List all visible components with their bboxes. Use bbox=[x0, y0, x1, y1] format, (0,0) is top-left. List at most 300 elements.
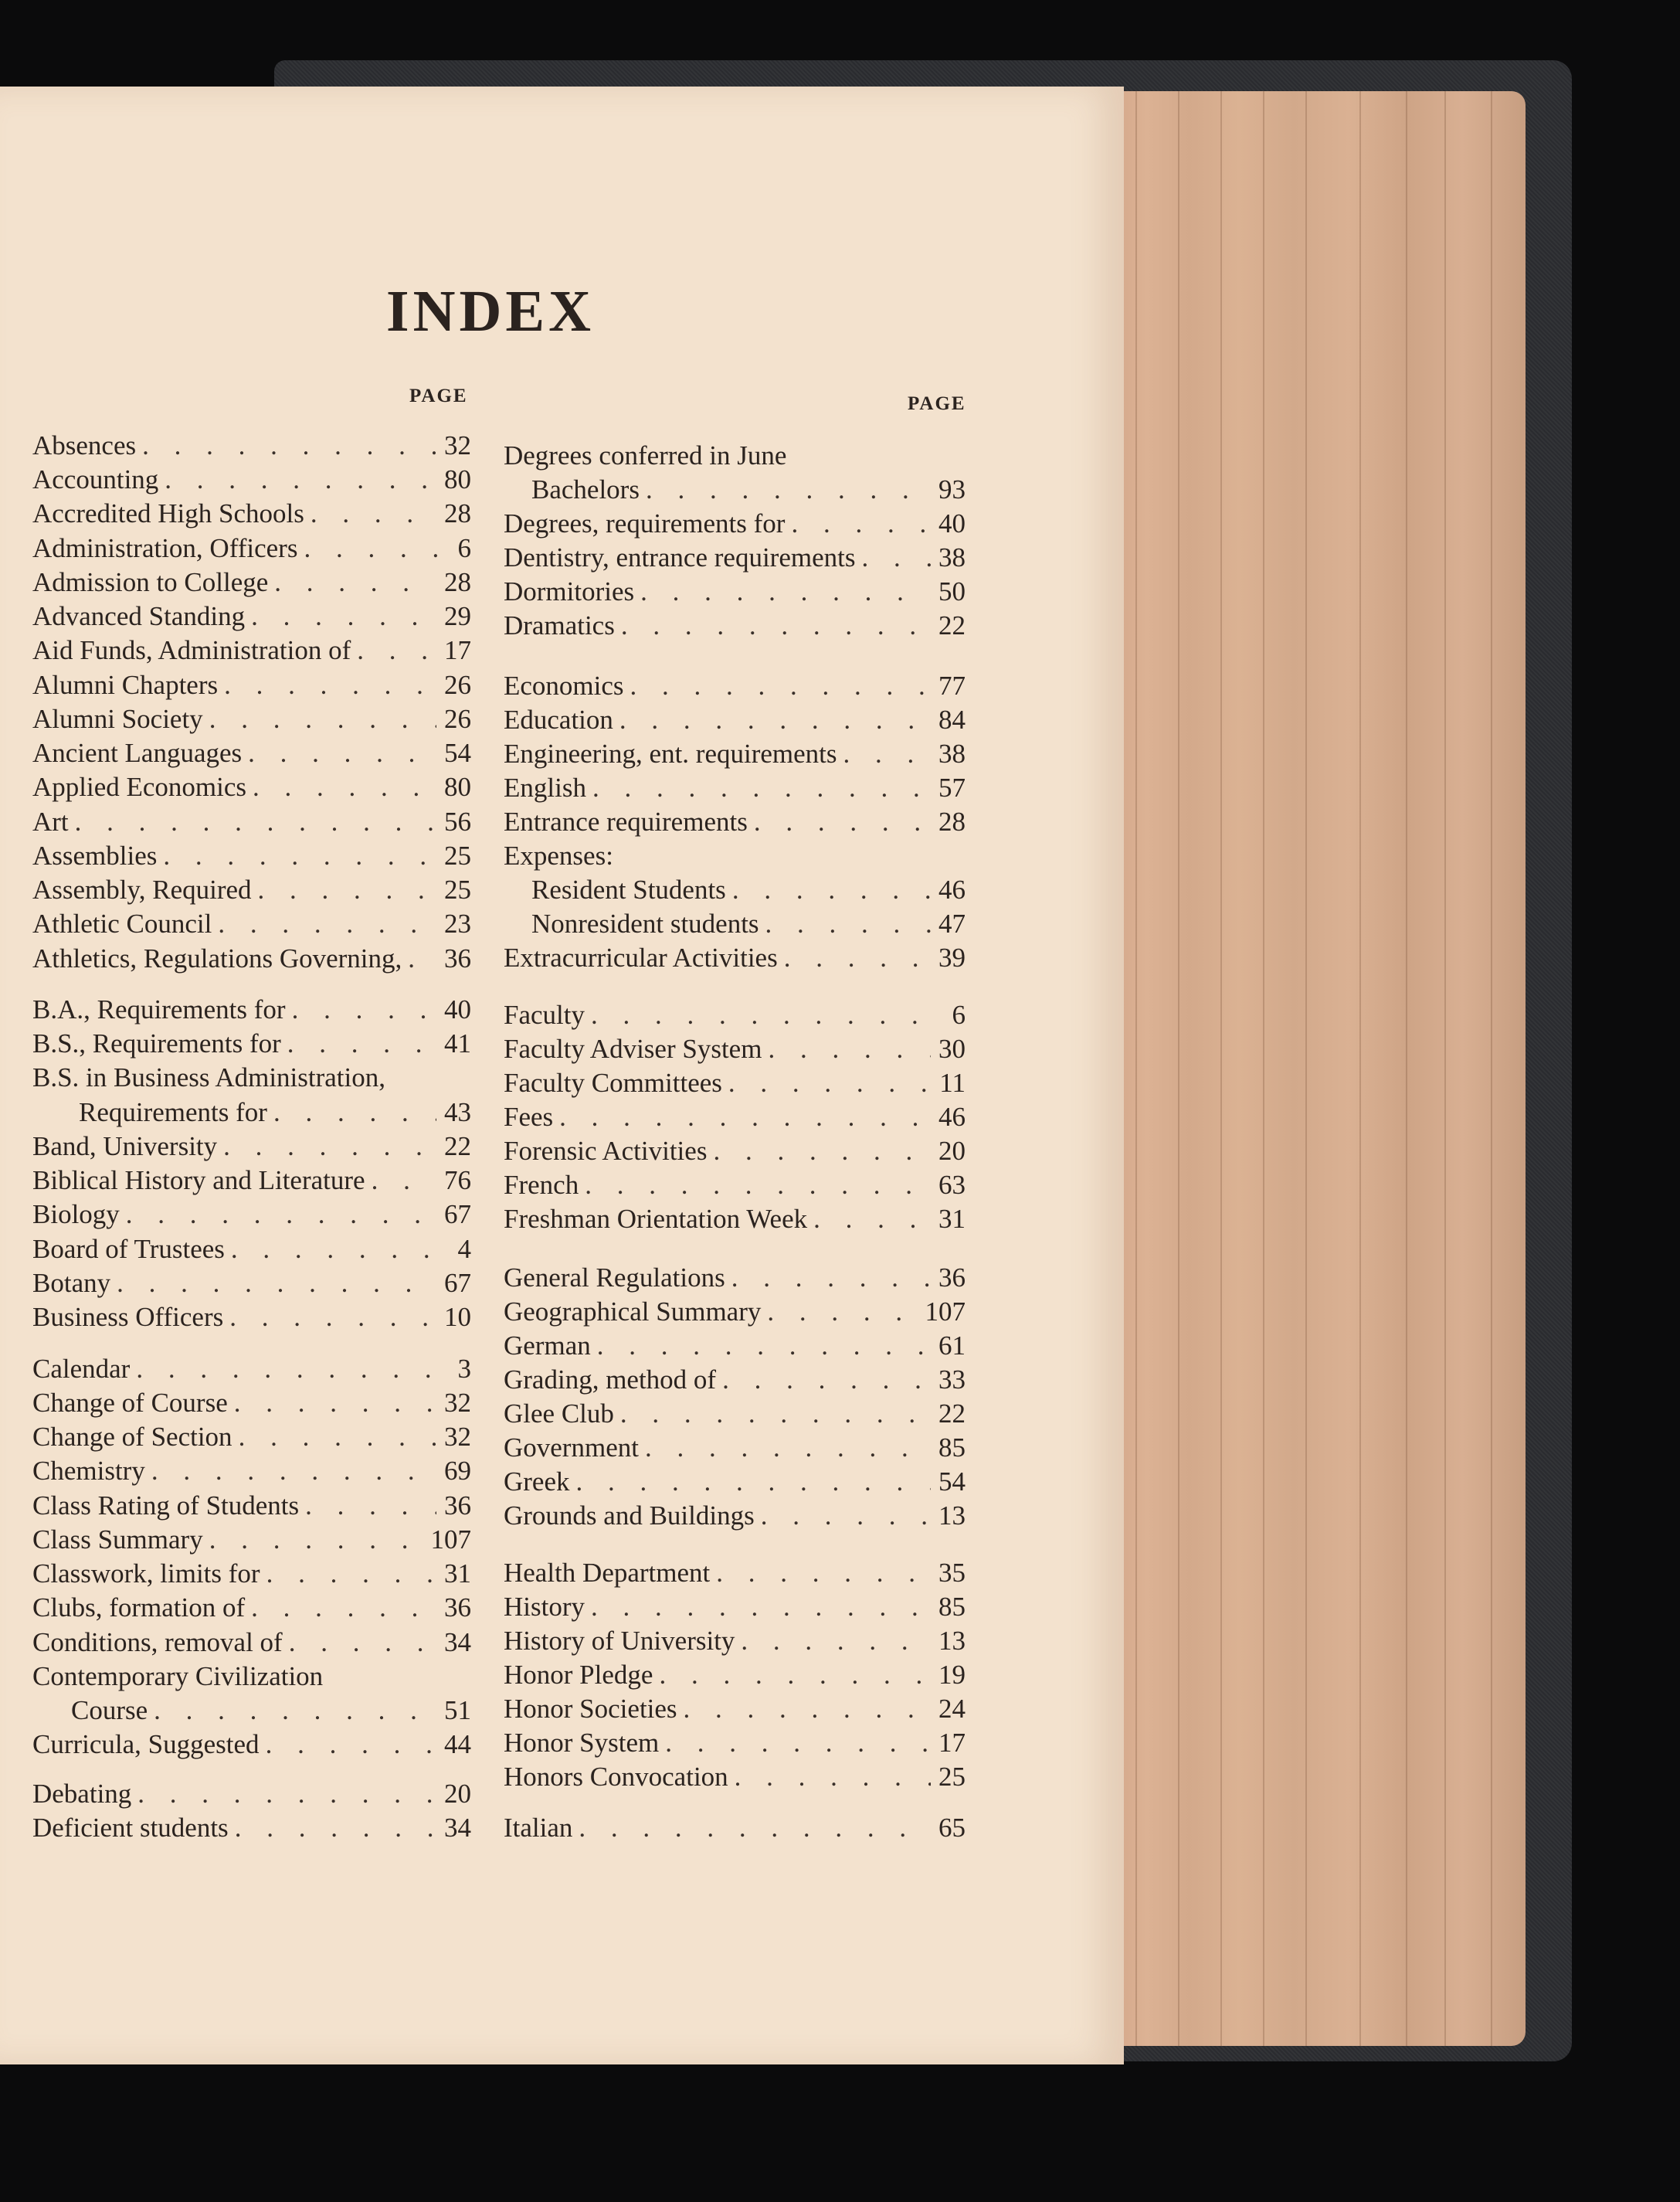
left-index-entry bbox=[32, 943, 471, 977]
dot-leader bbox=[639, 1432, 931, 1463]
left-index-entry bbox=[32, 1268, 471, 1302]
page-number: 31 bbox=[444, 1558, 471, 1589]
left-index-entry bbox=[32, 1062, 471, 1096]
left-index-entry bbox=[32, 704, 471, 738]
right-index-entry bbox=[504, 1102, 966, 1136]
dot-leader bbox=[586, 773, 931, 804]
left-index-entry bbox=[32, 464, 471, 498]
right-index-entry bbox=[504, 1000, 966, 1034]
index-term: Class Rating of Students bbox=[32, 1490, 300, 1521]
right-index-entry bbox=[504, 943, 966, 977]
dot-leader bbox=[217, 1131, 436, 1162]
left-index-entry bbox=[32, 772, 471, 806]
right-index-entry bbox=[504, 1626, 966, 1660]
dot-leader bbox=[260, 1558, 436, 1589]
dot-leader bbox=[759, 909, 931, 940]
page-number: 46 bbox=[938, 1102, 966, 1132]
dot-leader bbox=[225, 1234, 450, 1265]
right-index-entry bbox=[504, 1432, 966, 1466]
dot-leader bbox=[570, 1466, 931, 1497]
dot-leader bbox=[232, 1422, 436, 1453]
index-term: Change of Section bbox=[32, 1422, 232, 1452]
dot-leader bbox=[203, 704, 436, 735]
dot-leader bbox=[242, 738, 436, 769]
index-term: Greek bbox=[504, 1466, 570, 1497]
page-number: 26 bbox=[444, 704, 471, 734]
dot-leader bbox=[553, 1102, 931, 1133]
right-index-entry bbox=[504, 1204, 966, 1238]
index-term: Dentistry, entrance requirements bbox=[504, 542, 856, 573]
dot-leader bbox=[634, 576, 931, 607]
dot-leader bbox=[203, 1524, 423, 1555]
left-index-entry bbox=[32, 1661, 471, 1695]
index-term: Admission to College bbox=[32, 567, 269, 597]
index-term: Geographical Summary bbox=[504, 1296, 762, 1327]
dot-leader bbox=[585, 1592, 931, 1623]
right-index-entry bbox=[504, 1136, 966, 1170]
page-number: 77 bbox=[938, 671, 966, 701]
left-index-entry bbox=[32, 567, 471, 601]
page-number: 20 bbox=[444, 1779, 471, 1809]
left-index-entry bbox=[32, 841, 471, 875]
page-number: 28 bbox=[444, 567, 471, 597]
left-index-entry bbox=[32, 807, 471, 841]
page-number: 50 bbox=[938, 576, 966, 607]
index-term: Requirements for bbox=[79, 1097, 267, 1127]
page-number: 25 bbox=[444, 875, 471, 905]
page-number: 41 bbox=[444, 1028, 471, 1059]
right-index-entry bbox=[504, 1660, 966, 1694]
page-number: 39 bbox=[938, 943, 966, 973]
dot-leader bbox=[716, 1364, 931, 1395]
dot-leader bbox=[252, 875, 436, 906]
right-index-entry bbox=[504, 1762, 966, 1796]
left-index-entry bbox=[32, 1131, 471, 1165]
index-term: Degrees, requirements for bbox=[504, 508, 786, 539]
index-term: Faculty bbox=[504, 1000, 585, 1030]
page-number: 17 bbox=[938, 1728, 966, 1758]
page-number: 36 bbox=[444, 943, 471, 974]
index-term: Honor Societies bbox=[504, 1694, 677, 1724]
index-term: B.A., Requirements for bbox=[32, 994, 286, 1025]
left-index-entry bbox=[32, 430, 471, 464]
dot-leader bbox=[229, 1813, 436, 1843]
index-page bbox=[0, 87, 1124, 2064]
right-index-entry bbox=[504, 1558, 966, 1592]
dot-leader bbox=[223, 1302, 436, 1333]
index-term: Grading, method of bbox=[504, 1364, 717, 1395]
page-number: 22 bbox=[444, 1131, 471, 1161]
page-number: 40 bbox=[938, 508, 966, 539]
page-number: 47 bbox=[938, 909, 966, 939]
dot-leader bbox=[677, 1694, 931, 1725]
page-number: 67 bbox=[444, 1268, 471, 1298]
left-index-entry bbox=[32, 1302, 471, 1336]
page-number: 32 bbox=[444, 1422, 471, 1452]
page-number: 31 bbox=[938, 1204, 966, 1234]
index-term: English bbox=[504, 773, 586, 803]
index-term: B.S., Requirements for bbox=[32, 1028, 281, 1059]
left-index-entry bbox=[32, 1199, 471, 1233]
dot-leader bbox=[614, 1398, 931, 1429]
dot-leader bbox=[613, 705, 931, 736]
right-index-entry bbox=[504, 508, 966, 542]
dot-leader bbox=[158, 464, 436, 495]
right-index-entry bbox=[531, 474, 966, 508]
dot-leader bbox=[778, 943, 931, 974]
page-number: 13 bbox=[938, 1626, 966, 1656]
index-term: Forensic Activities bbox=[504, 1136, 708, 1166]
index-term: Accredited High Schools bbox=[32, 498, 304, 528]
page-number: 107 bbox=[430, 1524, 471, 1555]
left-index-entry bbox=[32, 1388, 471, 1422]
right-index-entry bbox=[504, 542, 966, 576]
index-term: Board of Trustees bbox=[32, 1234, 225, 1264]
index-term: Fees bbox=[504, 1102, 554, 1132]
page-number: 80 bbox=[444, 772, 471, 802]
index-term: Accounting bbox=[32, 464, 159, 494]
page-number: 6 bbox=[457, 533, 471, 563]
right-index-entry bbox=[504, 1170, 966, 1204]
page-number: 93 bbox=[938, 474, 966, 505]
dot-leader bbox=[585, 1000, 945, 1031]
dot-leader bbox=[130, 1354, 450, 1385]
right-index-entry bbox=[504, 576, 966, 610]
left-index-entry bbox=[32, 601, 471, 635]
right-index-entry bbox=[504, 739, 966, 773]
page-number: 40 bbox=[444, 994, 471, 1025]
page-number: 6 bbox=[952, 1000, 966, 1030]
dot-leader bbox=[286, 994, 436, 1025]
left-index-entry bbox=[32, 1558, 471, 1592]
page-number: 43 bbox=[444, 1097, 471, 1127]
dot-leader bbox=[726, 875, 931, 906]
page-number: 61 bbox=[938, 1330, 966, 1361]
page-number: 25 bbox=[444, 841, 471, 871]
index-term: Debating bbox=[32, 1779, 132, 1809]
page-number: 85 bbox=[938, 1592, 966, 1622]
dot-leader bbox=[837, 739, 931, 770]
index-term: Band, University bbox=[32, 1131, 218, 1161]
index-term: Entrance requirements bbox=[504, 807, 748, 837]
left-page-column-header: PAGE bbox=[409, 386, 468, 406]
index-term: Freshman Orientation Week bbox=[504, 1204, 808, 1234]
page-number: 57 bbox=[938, 773, 966, 803]
dot-leader bbox=[218, 670, 436, 701]
index-term: Calendar bbox=[32, 1354, 131, 1384]
index-term: B.S. in Business Administration, bbox=[32, 1062, 385, 1093]
page-number: 44 bbox=[444, 1729, 471, 1759]
dot-leader bbox=[572, 1813, 931, 1843]
index-term: Nonresident students bbox=[531, 909, 759, 939]
right-index-entry bbox=[531, 875, 966, 909]
left-index-entry bbox=[71, 1695, 471, 1729]
page-number: 54 bbox=[444, 738, 471, 768]
page-number: 20 bbox=[938, 1136, 966, 1166]
left-index-entry bbox=[32, 994, 471, 1028]
dot-leader bbox=[110, 1268, 436, 1299]
index-term: Engineering, ent. requirements bbox=[504, 739, 837, 769]
page-number: 34 bbox=[444, 1627, 471, 1657]
index-term: Athletic Council bbox=[32, 909, 212, 939]
page-number: 85 bbox=[938, 1432, 966, 1463]
dot-leader bbox=[640, 474, 931, 505]
page-number: 34 bbox=[444, 1813, 471, 1843]
page-number: 28 bbox=[938, 807, 966, 837]
right-index-entry bbox=[504, 705, 966, 739]
dot-leader bbox=[707, 1136, 931, 1167]
page-number: 25 bbox=[938, 1762, 966, 1792]
left-index-entry bbox=[32, 1028, 471, 1062]
dot-leader bbox=[735, 1626, 931, 1657]
left-index-entry bbox=[32, 1592, 471, 1626]
dot-leader bbox=[267, 1097, 436, 1128]
index-term: Art bbox=[32, 807, 69, 837]
index-term: Clubs, formation of bbox=[32, 1592, 246, 1623]
page-number: 65 bbox=[938, 1813, 966, 1843]
left-index-entry bbox=[79, 1097, 471, 1131]
dot-leader bbox=[591, 1330, 931, 1361]
left-index-entry bbox=[32, 533, 471, 567]
page-number: 46 bbox=[938, 875, 966, 905]
page-number: 19 bbox=[938, 1660, 966, 1690]
index-term: Classwork, limits for bbox=[32, 1558, 260, 1589]
dot-leader bbox=[365, 1165, 436, 1196]
index-term: Administration, Officers bbox=[32, 533, 298, 563]
left-index-entry bbox=[32, 1729, 471, 1763]
dot-leader bbox=[246, 772, 436, 803]
right-index-entry bbox=[504, 1728, 966, 1762]
dot-leader bbox=[855, 542, 931, 573]
left-index-entry bbox=[32, 498, 471, 532]
right-index-entry bbox=[504, 773, 966, 807]
right-index-entry bbox=[504, 1262, 966, 1296]
index-term: Business Officers bbox=[32, 1302, 224, 1332]
index-term: Glee Club bbox=[504, 1398, 614, 1429]
dot-leader bbox=[579, 1170, 931, 1201]
right-index-entry bbox=[504, 1068, 966, 1102]
page-number: 54 bbox=[938, 1466, 966, 1497]
index-term: Faculty Committees bbox=[504, 1068, 722, 1098]
index-term: Athletics, Regulations Governing, bbox=[32, 943, 402, 974]
index-term: Grounds and Buildings bbox=[504, 1500, 755, 1531]
dot-leader bbox=[297, 533, 450, 564]
page-number: 76 bbox=[444, 1165, 471, 1195]
index-term: Dormitories bbox=[504, 576, 635, 607]
dot-leader bbox=[402, 943, 436, 974]
page-number: 67 bbox=[444, 1199, 471, 1229]
index-term: Expenses: bbox=[504, 841, 613, 871]
index-term: Government bbox=[504, 1432, 639, 1463]
page-number: 23 bbox=[444, 909, 471, 939]
index-term: Honor Pledge bbox=[504, 1660, 653, 1690]
dot-leader bbox=[710, 1558, 931, 1589]
index-term: Aid Funds, Administration of bbox=[32, 635, 351, 665]
right-index-entry bbox=[504, 1330, 966, 1364]
page-number: 4 bbox=[457, 1234, 471, 1264]
page-number: 22 bbox=[938, 1398, 966, 1429]
page-number: 36 bbox=[938, 1262, 966, 1293]
right-index-entry bbox=[504, 671, 966, 705]
index-term: Conditions, removal of bbox=[32, 1627, 283, 1657]
index-term: Italian bbox=[504, 1813, 573, 1843]
dot-leader bbox=[283, 1627, 436, 1658]
left-index-entry bbox=[32, 1490, 471, 1524]
page-number: 26 bbox=[444, 670, 471, 700]
index-term: Deficient students bbox=[32, 1813, 229, 1843]
page-number: 56 bbox=[444, 807, 471, 837]
index-term: Alumni Society bbox=[32, 704, 203, 734]
index-term: Curricula, Suggested bbox=[32, 1729, 260, 1759]
page-number: 38 bbox=[938, 542, 966, 573]
left-index-entry bbox=[32, 1627, 471, 1661]
page-number: 13 bbox=[938, 1500, 966, 1531]
dot-leader bbox=[761, 1296, 917, 1327]
page-number: 29 bbox=[444, 601, 471, 631]
index-term: Health Department bbox=[504, 1558, 711, 1588]
page-number: 24 bbox=[938, 1694, 966, 1724]
right-index-entry bbox=[504, 807, 966, 841]
index-term: History bbox=[504, 1592, 585, 1622]
page-number: 36 bbox=[444, 1490, 471, 1521]
page-number: 32 bbox=[444, 1388, 471, 1418]
index-term: Dramatics bbox=[504, 610, 615, 641]
page-number: 38 bbox=[938, 739, 966, 769]
right-page-column-header: PAGE bbox=[908, 393, 966, 414]
index-term: German bbox=[504, 1330, 591, 1361]
right-index-entry bbox=[504, 841, 966, 875]
dot-leader bbox=[245, 601, 436, 632]
dot-leader bbox=[245, 1592, 436, 1623]
index-term: Course bbox=[71, 1695, 148, 1725]
left-index-entry bbox=[32, 1813, 471, 1847]
dot-leader bbox=[131, 1779, 436, 1810]
page-number: 33 bbox=[938, 1364, 966, 1395]
page-number: 11 bbox=[939, 1068, 966, 1098]
left-index-entry bbox=[32, 1354, 471, 1388]
dot-leader bbox=[748, 807, 931, 838]
right-index-entry bbox=[504, 1398, 966, 1432]
dot-leader bbox=[755, 1500, 931, 1531]
index-term: General Regulations bbox=[504, 1262, 725, 1293]
left-index-entry bbox=[32, 875, 471, 909]
left-index-entry bbox=[32, 738, 471, 772]
left-index-entry bbox=[32, 1524, 471, 1558]
dot-leader bbox=[653, 1660, 931, 1691]
dot-leader bbox=[785, 508, 931, 539]
right-index-entry bbox=[531, 909, 966, 943]
page-number: 80 bbox=[444, 464, 471, 494]
dot-leader bbox=[120, 1199, 436, 1230]
index-term: French bbox=[504, 1170, 579, 1200]
index-term: History of University bbox=[504, 1626, 735, 1656]
right-index-entry bbox=[504, 440, 966, 474]
right-index-entry bbox=[504, 1592, 966, 1626]
left-index-entry bbox=[32, 1456, 471, 1490]
left-index-entry bbox=[32, 1234, 471, 1268]
left-index-entry bbox=[32, 909, 471, 943]
right-index-entry bbox=[504, 1813, 966, 1847]
index-term: Change of Course bbox=[32, 1388, 228, 1418]
page-edges bbox=[1105, 91, 1526, 2046]
dot-leader bbox=[725, 1262, 931, 1293]
page-number: 107 bbox=[925, 1296, 966, 1327]
index-term: Chemistry bbox=[32, 1456, 145, 1486]
dot-leader bbox=[299, 1490, 436, 1521]
left-index-entry bbox=[32, 1779, 471, 1813]
left-index-entry bbox=[32, 670, 471, 704]
dot-leader bbox=[615, 610, 931, 641]
page-number: 35 bbox=[938, 1558, 966, 1588]
page-number: 17 bbox=[444, 635, 471, 665]
page-number: 69 bbox=[444, 1456, 471, 1486]
dot-leader bbox=[157, 841, 436, 872]
page-number: 3 bbox=[457, 1354, 471, 1384]
left-index-entry bbox=[32, 635, 471, 669]
index-term: Honors Convocation bbox=[504, 1762, 728, 1792]
index-term: Absences bbox=[32, 430, 137, 460]
page-number: 63 bbox=[938, 1170, 966, 1200]
dot-leader bbox=[807, 1204, 931, 1235]
dot-leader bbox=[659, 1728, 931, 1759]
dot-leader bbox=[728, 1762, 931, 1793]
dot-leader bbox=[351, 635, 436, 666]
index-term: Assembly, Required bbox=[32, 875, 252, 905]
dot-leader bbox=[145, 1456, 436, 1487]
right-index-entry bbox=[504, 1694, 966, 1728]
page-number: 30 bbox=[938, 1034, 966, 1064]
index-term: Advanced Standing bbox=[32, 601, 246, 631]
right-index-entry bbox=[504, 1500, 966, 1534]
index-term: Contemporary Civilization bbox=[32, 1661, 324, 1691]
right-index-entry bbox=[504, 610, 966, 644]
dot-leader bbox=[624, 671, 931, 702]
index-term: Biblical History and Literature bbox=[32, 1165, 365, 1195]
index-term: Botany bbox=[32, 1268, 111, 1298]
page-number: 10 bbox=[444, 1302, 471, 1332]
index-term: Class Summary bbox=[32, 1524, 203, 1555]
dot-leader bbox=[268, 567, 436, 598]
dot-leader bbox=[136, 430, 436, 461]
page-number: 32 bbox=[444, 430, 471, 460]
index-term: Education bbox=[504, 705, 613, 735]
right-index-entry bbox=[504, 1364, 966, 1398]
dot-leader bbox=[212, 909, 436, 940]
index-term: Biology bbox=[32, 1199, 120, 1229]
index-term: Alumni Chapters bbox=[32, 670, 219, 700]
dot-leader bbox=[762, 1034, 931, 1065]
left-index-entry bbox=[32, 1422, 471, 1456]
left-index-entry bbox=[32, 1165, 471, 1199]
index-term: Applied Economics bbox=[32, 772, 247, 802]
index-term: Degrees conferred in June bbox=[504, 440, 787, 471]
dot-leader bbox=[281, 1028, 436, 1059]
index-term: Bachelors bbox=[531, 474, 640, 505]
page-number: 28 bbox=[444, 498, 471, 528]
index-term: Faculty Adviser System bbox=[504, 1034, 762, 1064]
page-number: 51 bbox=[444, 1695, 471, 1725]
dot-leader bbox=[260, 1729, 436, 1760]
right-index-entry bbox=[504, 1466, 966, 1500]
index-term: Assemblies bbox=[32, 841, 158, 871]
dot-leader bbox=[722, 1068, 932, 1099]
dot-leader bbox=[69, 807, 436, 838]
page-number: 84 bbox=[938, 705, 966, 735]
page-number: 36 bbox=[444, 1592, 471, 1623]
dot-leader bbox=[228, 1388, 436, 1419]
index-term: Economics bbox=[504, 671, 624, 701]
index-term: Honor System bbox=[504, 1728, 660, 1758]
